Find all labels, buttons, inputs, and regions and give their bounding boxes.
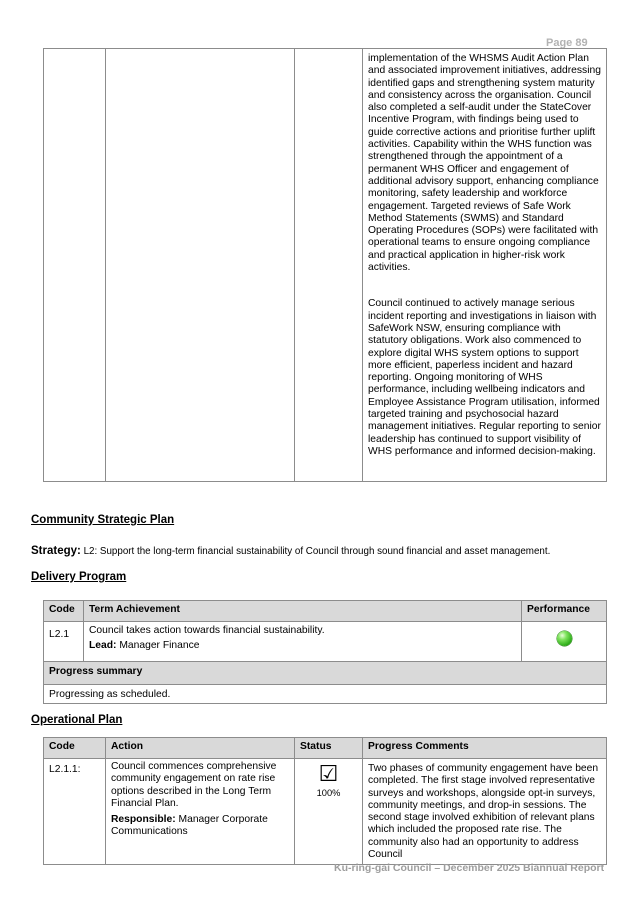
csp-heading: Community Strategic Plan (31, 514, 175, 526)
table-row (44, 622, 607, 662)
strategy-text: L2: Support the long-term financial sustainability of Council through sound financial and asset management. (83, 546, 551, 557)
table-row (44, 759, 607, 865)
comment-paragraph: implementation of the WHSMS Audit Action Plan and associated improvement initiatives, addressing identified gaps and strengthening system maturity and consistency across the organisation. Council also completed a self-audit under the StateCover Incentive Program, with findings being used to guide corrective actions and prioritise further uplift activities. Capability within the WHS function was strengthened through the appointment of a permanent WHS Officer and engagement of additional advisory support, enhancing compliance monitoring, safety leadership and workforce engagement. Targeted reviews of Safe Work Method Statements (SWMS) and Standard Operating Procedures (SOPs) were facilitated with operational teams to ensure ongoing compliance and practical application in higher-risk work activities. (368, 53, 601, 274)
strategy-label: Strategy: (31, 545, 81, 557)
row-status (295, 759, 363, 865)
row-code: L2.1.1: (44, 759, 106, 865)
header-code: Code (44, 738, 106, 759)
green-circle-icon (557, 631, 572, 646)
lead-line (89, 640, 516, 651)
header-action: Action (106, 738, 295, 759)
responsible-label: Responsible: (111, 814, 176, 826)
row-term (84, 622, 522, 662)
row-progress-comments: Two phases of community engagement have been completed. The first stage involved representative surveys and workshops, alongside opt-in surveys, community meetings, and drop-in sessions. The second stage involved exhibition of relevant plans which included the proposed rate rise. The community also had an opportunity to address Council (363, 759, 607, 865)
responsible-line (111, 814, 289, 839)
strategy-line (31, 545, 550, 557)
operational-plan-table (43, 737, 607, 865)
progress-summary-header: Progress summary (44, 662, 607, 685)
status-cell (295, 49, 363, 482)
header-term-achievement: Term Achievement (84, 601, 522, 622)
page-number: Page 89 (546, 37, 588, 49)
delivery-program-table (43, 600, 607, 704)
header-progress-comments: Progress Comments (363, 738, 607, 759)
action-cell (106, 49, 295, 482)
operational-plan-heading: Operational Plan (31, 714, 123, 726)
responsible-value: Manager Corporate Communications (111, 814, 268, 838)
code-cell (44, 49, 106, 482)
row-performance (522, 622, 607, 662)
whs-continuation-table (43, 48, 607, 482)
status-percent: 100% (316, 788, 341, 798)
progress-summary-text: Progressing as scheduled. (44, 685, 607, 704)
header-code: Code (44, 601, 84, 622)
action-text: Council commences comprehensive community engagement on rate rise options described in the Long Term Financial Plan. (111, 761, 277, 809)
header-performance: Performance (522, 601, 607, 622)
comment-paragraph: Council continued to actively manage serious incident reporting and investigations in liaison with SafeWork NSW, ensuring compliance with statutory obligations. Work also commenced to explore digital WHS system options to support more efficient, paperless incident and hazard reporting. Ongoing monitoring of WHS performance, including wellbeing indicators and Employee Assistance Program utilisation, informed targeted training and psychosocial hazard management initiatives. Regular reporting to senior leadership has continued to support visibility of WHS performance and informed decision-making. (368, 298, 601, 457)
progress-comments-cell (363, 49, 607, 482)
lead-value: Manager Finance (119, 640, 200, 651)
term-text: Council takes action towards financial sustainability. (89, 625, 325, 636)
header-status: Status (295, 738, 363, 759)
report-footer: Ku-ring-gai Council – December 2025 Biannual Report (334, 862, 605, 874)
lead-label: Lead: (89, 640, 117, 651)
row-action (106, 759, 295, 865)
checkbox-checked-icon: ☑ (318, 761, 339, 786)
delivery-program-heading: Delivery Program (31, 571, 127, 583)
row-code: L2.1 (44, 622, 84, 662)
